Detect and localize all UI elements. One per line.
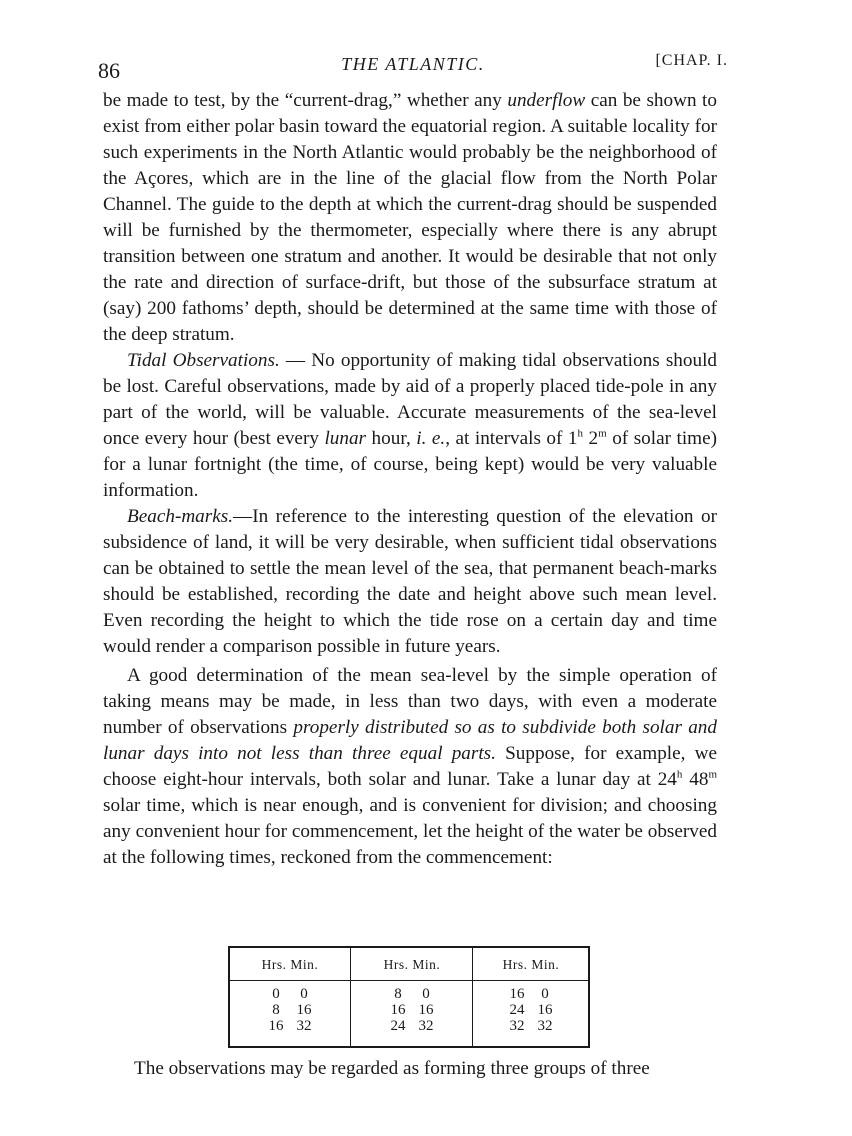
- text-run: —In reference to the interesting question of the elevation or subsidence of land, it will be very desirable, when sufficient tidal observations can be obtained to settle the mean level of the sea, that permanent beach-marks should be established, recording the date and height above such mean level. Even recording the height to which the tide rose on a certain day and time would render a comparison possible in future years.: [103, 506, 717, 657]
- table-row: [230, 986, 350, 1002]
- text-run: A good determination of the mean sea-level by the simple operation of taking means may be made, in less than two days, with even a moderate number of observations: [103, 665, 717, 738]
- table-row: [473, 1018, 589, 1034]
- text-run: can be shown to exist from either polar basin toward the equatorial region. A suitable locality for such experiments in the North Atlantic would probably be the neighborhood of the Açores, which are in the line of the glacial flow from the North Polar Channel. The guide to the depth at which the current-drag should be suspended will be furnished by the thermometer, especially where there is any abrupt transition between one stratum and another. It would be desirable that not only the rate and direction of surface-drift, but those of the subsurface stratum at (say) 200 fathoms’ depth, should be determined at the same time with those of the deep stratum.: [103, 90, 717, 345]
- paragraph-beach-marks: [103, 504, 717, 660]
- superscript: m: [708, 768, 718, 781]
- table-row: [351, 1018, 473, 1034]
- paragraph-tidal-observations: [103, 348, 717, 504]
- text-run: 48: [682, 769, 709, 790]
- italic-term: underflow: [507, 90, 586, 111]
- table-column: [472, 948, 589, 1046]
- minutes-cell: 0: [300, 986, 308, 1002]
- table-row: [351, 1002, 473, 1018]
- hours-cell: 16: [390, 1002, 406, 1018]
- superscript: m: [598, 427, 607, 440]
- text-run: solar time, which is near enough, and is convenient for division; and choosing any convenient hour for commencement, let the height of the water be observed at the following times, reckoned from the commencement:: [103, 795, 717, 868]
- running-header: [98, 52, 728, 86]
- superscript: h: [577, 427, 584, 440]
- text-run: , at intervals of 1: [445, 428, 578, 449]
- text-run: Suppose, for example, we choose eight-hour intervals, both solar and lunar. Take a lunar day at 24: [103, 743, 717, 790]
- table-row: [230, 1018, 350, 1034]
- superscript: h: [676, 768, 683, 781]
- column-header: Hrs. Min.: [230, 954, 350, 981]
- chapter-marker: [CHAP. I.: [655, 52, 728, 69]
- minutes-cell: 32: [418, 1018, 434, 1034]
- minutes-cell: 16: [296, 1002, 312, 1018]
- hours-cell: 8: [272, 1002, 280, 1018]
- running-title: THE ATLANTIC.: [341, 54, 485, 74]
- hours-cell: 16: [268, 1018, 284, 1034]
- text-run: — No opportunity of making tidal observations should be lost. Careful observations, made by aid of a properly placed tide-pole in any part of the world, will be valuable. Accurate measurements of the sea-level once every hour (best every: [103, 350, 717, 449]
- minutes-cell: 16: [537, 1002, 553, 1018]
- text-run: of solar time) for a lunar fortnight (the time, of course, being kept) would be very valuable information.: [103, 428, 717, 501]
- text-run: be made to test, by the “current-drag,” whether any: [103, 90, 508, 111]
- column-header: Hrs. Min.: [351, 954, 473, 981]
- italic-term: i. e.: [416, 428, 446, 449]
- minutes-cell: 32: [537, 1018, 553, 1034]
- table-row: [473, 986, 589, 1002]
- section-heading: Beach-marks.: [127, 506, 234, 527]
- hours-cell: 8: [394, 986, 402, 1002]
- paragraph-current-drag: [103, 88, 717, 348]
- table-row: [230, 1002, 350, 1018]
- minutes-cell: 16: [418, 1002, 434, 1018]
- hours-cell: 16: [509, 986, 525, 1002]
- italic-term: lunar: [324, 428, 367, 449]
- body-text: [103, 88, 717, 871]
- table-column: [230, 948, 350, 1046]
- hours-cell: 24: [390, 1018, 406, 1034]
- paragraph-continuation: The observations may be regarded as forming three groups of three: [134, 1058, 650, 1079]
- minutes-cell: 32: [296, 1018, 312, 1034]
- italic-phrase: properly distributed so as to subdivide both solar and lunar days into not less than three equal parts.: [103, 717, 717, 764]
- minutes-cell: 0: [422, 986, 430, 1002]
- table-column: [350, 948, 473, 1046]
- hours-cell: 0: [272, 986, 280, 1002]
- text-run: hour,: [366, 428, 417, 449]
- hours-cell: 32: [509, 1018, 525, 1034]
- column-header: Hrs. Min.: [473, 954, 589, 981]
- observation-times-table: [228, 946, 590, 1048]
- section-heading: Tidal Observations.: [127, 350, 280, 371]
- hours-cell: 24: [509, 1002, 525, 1018]
- table-row: [351, 986, 473, 1002]
- text-run: 2: [583, 428, 599, 449]
- table-row: [473, 1002, 589, 1018]
- page-number: 86: [98, 58, 120, 83]
- minutes-cell: 0: [541, 986, 549, 1002]
- paragraph-mean-sea-level: [103, 663, 717, 871]
